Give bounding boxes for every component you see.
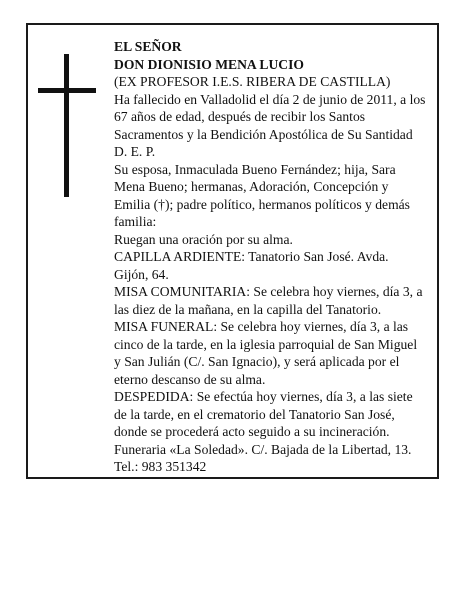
- death-announcement: Ha fallecido en Valladolid el día 2 de junio de 2011, a los 67 años de edad, después de recibir los Santos Sacramentos y la Bendición Apostólica de Su Santidad D. E. P.: [114, 91, 426, 159]
- farewell-info: DESPEDIDA: Se efectúa hoy viernes, día 3, a las siete de la tarde, en el crematorio del Tanatorio San José, donde se procederá acto seguido a su incineración.: [114, 389, 413, 439]
- deceased-name: DON DIONISIO MENA LUCIO: [114, 56, 304, 72]
- prayer-request: Ruegan una oración por su alma.: [114, 231, 293, 247]
- cross-vertical-bar: [64, 54, 69, 197]
- obituary-text: [114, 38, 426, 476]
- funeral-home-info: Funeraria «La Soledad». C/. Bajada de la Libertad, 13. Tel.: 983 351342: [114, 441, 412, 474]
- deceased-former-role: (EX PROFESOR I.E.S. RIBERA DE CASTILLA): [114, 74, 391, 89]
- funeral-mass-info: MISA FUNERAL: Se celebra hoy viernes, día 3, a las cinco de la tarde, en la iglesia parroquial de San Miguel y San Julián (C/. San Ignacio), y será aplicada por el eterno descanso de su alma.: [114, 319, 418, 387]
- notice-title: EL SEÑOR: [114, 39, 182, 54]
- chapel-info: CAPILLA ARDIENTE: Tanatorio San José. Avda. Gijón, 64.: [114, 249, 389, 282]
- cross-horizontal-bar: [38, 88, 96, 93]
- cross-icon: [38, 54, 98, 197]
- community-mass-info: MISA COMUNITARIA: Se celebra hoy viernes, día 3, a las diez de la mañana, en la capilla del Tanatorio.: [114, 284, 423, 317]
- family-list: Su esposa, Inmaculada Bueno Fernández; hija, Sara Mena Bueno; hermanas, Adoración, Concepción y Emilia (†); padre político, hermanos políticos y demás familia:: [114, 161, 410, 229]
